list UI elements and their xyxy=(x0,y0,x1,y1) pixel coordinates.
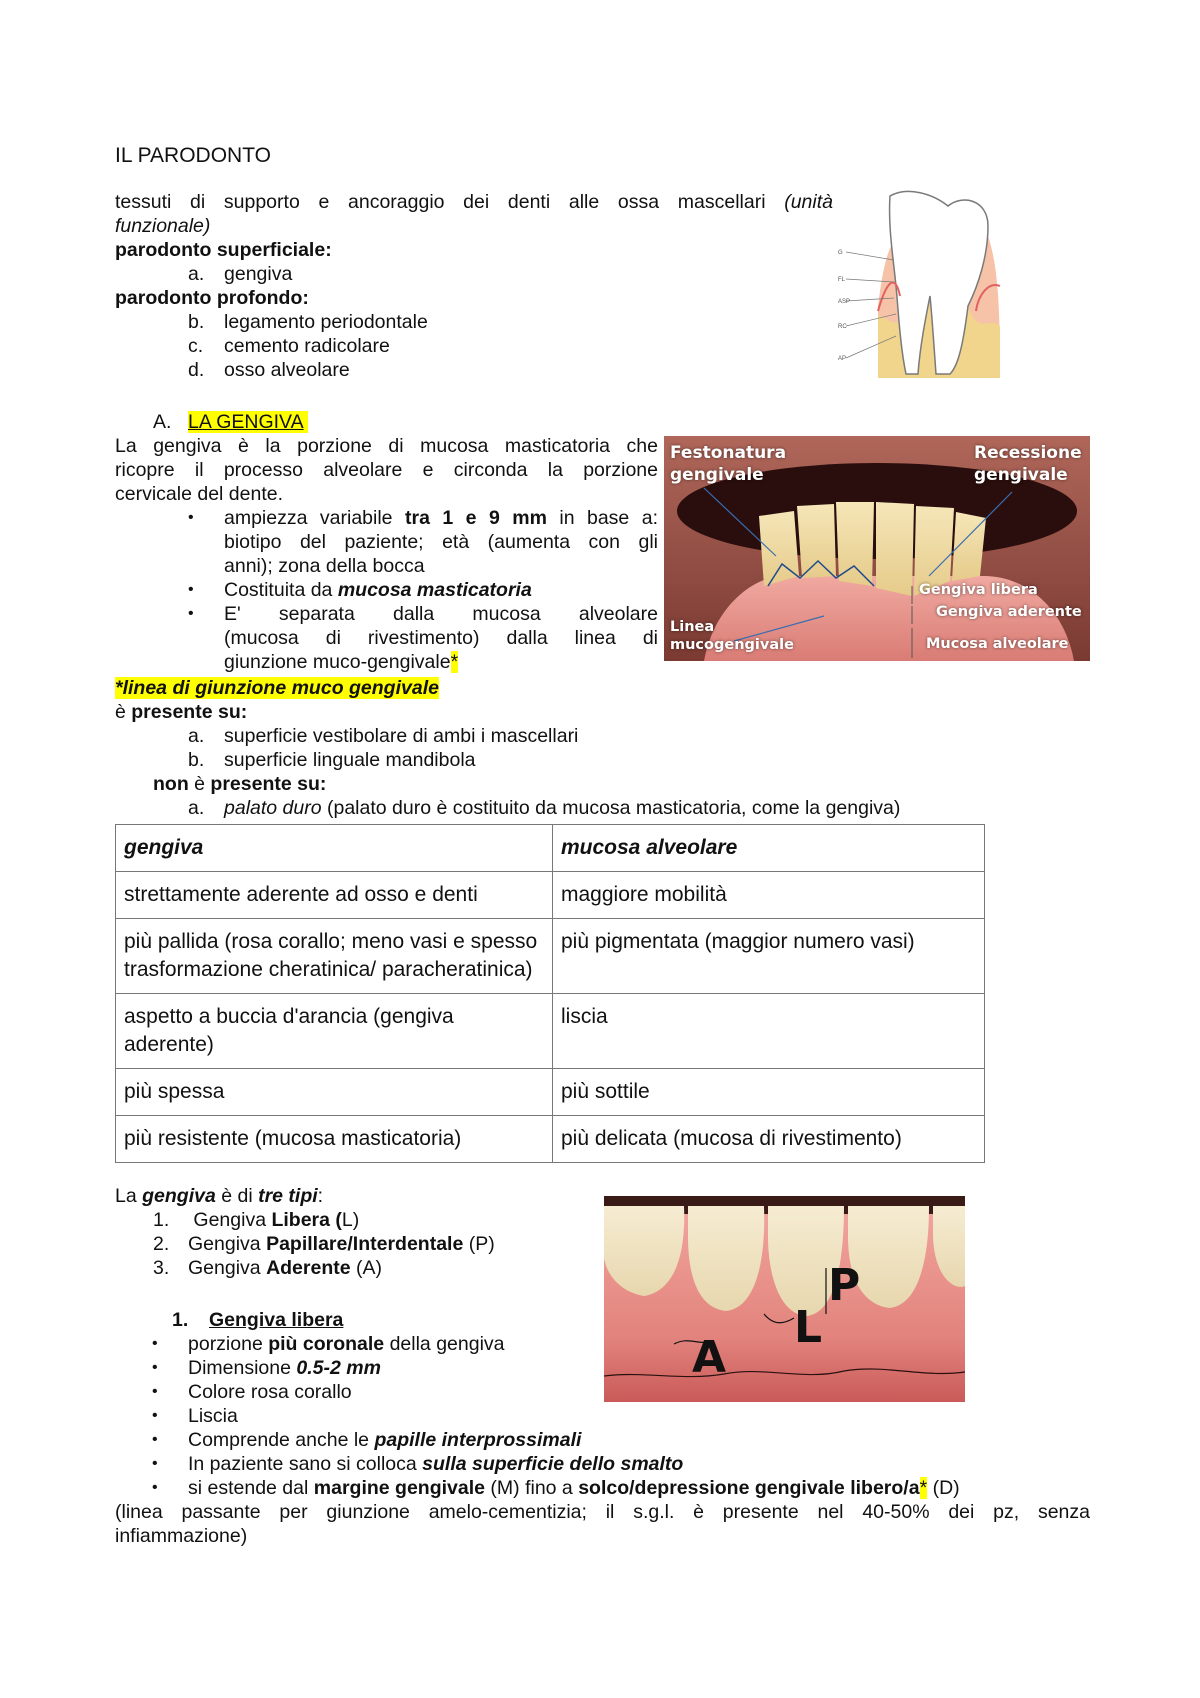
tipi-item-papillare: Gengiva Papillare/Interdentale (P) xyxy=(188,1233,495,1255)
table-header-row xyxy=(116,825,985,872)
tooth-label-asp: ASP xyxy=(838,299,851,305)
label-festonatura: Festonatura gengivale xyxy=(670,443,787,485)
profondo-item-c: cemento radicolare xyxy=(224,335,390,357)
linea-heading: *linea di giunzione muco gengivale xyxy=(115,677,439,699)
libera-title: Gengiva libera xyxy=(209,1309,344,1331)
comparison-table xyxy=(115,824,985,1163)
table-row xyxy=(116,919,985,994)
libera-bullet-dimensione: • Dimensione 0.5-2 mm xyxy=(188,1356,1188,1380)
profondo-item-d: osso alveolare xyxy=(224,359,350,381)
libera-bullet-colore: • Colore rosa corallo xyxy=(188,1380,1188,1404)
page-title: IL PARODONTO xyxy=(115,144,271,167)
tipi-intro: La gengiva è di tre tipi: xyxy=(115,1185,324,1207)
gengiva-def-line-2: ricopre il processo alveolare e circonda la porzione xyxy=(115,459,658,481)
table-header-gengiva: gengiva xyxy=(116,825,553,872)
tipi-marker-3: 3. xyxy=(153,1257,170,1279)
libera-note-line-2: infiammazione) xyxy=(115,1525,248,1547)
table-row xyxy=(116,1116,985,1163)
intro-paragraph xyxy=(115,190,833,238)
linea-presente: è presente su: xyxy=(115,701,248,723)
tipi-item-libera: Gengiva Libera (L) xyxy=(188,1209,360,1231)
non-item-a: palato duro (palato duro è costituito da mucosa masticatoria, come la gengiva) xyxy=(224,797,901,819)
tooth-label-g: G xyxy=(838,250,843,256)
table-cell: liscia xyxy=(553,994,985,1069)
table-cell: più sottile xyxy=(553,1069,985,1116)
superficiale-item-a: a. xyxy=(188,263,205,285)
superficiale-item-a-text: gengiva xyxy=(224,263,293,285)
intro-line-1: tessuti di supporto e ancoraggio dei denti alle ossa mascellari (unità xyxy=(115,191,833,213)
gengiva-bullets xyxy=(224,506,658,674)
table-cell: strettamente aderente ad osso e denti xyxy=(116,872,553,919)
libera-bullet-estende: • si estende dal margine gengivale (M) fino a solco/depressione gengivale libero/a* (D) xyxy=(188,1476,1188,1500)
table-cell: più pigmentata (maggior numero vasi) xyxy=(553,919,985,994)
bullet-ampiezza-l2: biotipo del paziente; età (aumenta con gli xyxy=(224,531,658,553)
libera-note-line-1: (linea passante per giunzione amelo-cementizia; il s.g.l. è presente nel 40-50% dei pz, senza xyxy=(115,1501,1090,1523)
table-cell: più delicata (mucosa di rivestimento) xyxy=(553,1116,985,1163)
libera-bullet-papille: • Comprende anche le papille interprossimali xyxy=(188,1428,1188,1452)
table-cell: aspetto a buccia d'arancia (gengiva aderente) xyxy=(116,994,553,1069)
libera-bullets xyxy=(188,1332,1188,1500)
libera-bullet-coronale: • porzione più coronale della gengiva xyxy=(188,1332,1188,1356)
gum-photo-figure xyxy=(664,436,1090,661)
profondo-marker-d: d. xyxy=(188,359,205,381)
label-linea-mucogengivale: Linea mucogengivale xyxy=(670,619,794,653)
tipi-marker-2: 2. xyxy=(153,1233,170,1255)
label-gengiva-libera: Gengiva libera xyxy=(919,582,1038,598)
label-l: L xyxy=(794,1302,823,1353)
tipi-item-aderente: Gengiva Aderente (A) xyxy=(188,1257,383,1279)
tooth-1 xyxy=(759,511,799,586)
tooth-4 xyxy=(876,502,914,596)
table-cell: maggiore mobilità xyxy=(553,872,985,919)
bullet-separata-l2: (mucosa di rivestimento) dalla linea di xyxy=(224,627,658,649)
tipi-marker-1: 1. xyxy=(153,1209,170,1231)
bullet-ampiezza: • ampiezza variabile tra 1 e 9 mm in base a: xyxy=(224,506,658,530)
presente-marker-a: a. xyxy=(188,725,205,747)
table-header-mucosa: mucosa alveolare xyxy=(553,825,985,872)
table-row xyxy=(116,1069,985,1116)
gengiva-def-line-3: cervicale del dente. xyxy=(115,483,284,505)
superficiale-heading: parodonto superficiale: xyxy=(115,239,332,261)
libera-bullet-liscia: • Liscia xyxy=(188,1404,1188,1428)
label-gengiva-aderente: Gengiva aderente xyxy=(936,604,1082,620)
bullet-separata-l3: giunzione muco-gengivale* xyxy=(224,651,459,673)
tooth-label-rc: RC xyxy=(838,324,847,330)
non-marker-a: a. xyxy=(188,797,205,819)
profondo-heading: parodonto profondo: xyxy=(115,287,309,309)
profondo-marker-c: c. xyxy=(188,335,204,357)
section-a-marker: A. xyxy=(153,411,172,433)
libera-note xyxy=(115,1500,1090,1548)
section-a-title: LA GENGIVA xyxy=(188,410,308,434)
intro-line-2: funzionale) xyxy=(115,215,211,237)
libera-bullet-smalto: • In paziente sano si colloca sulla superficie dello smalto xyxy=(188,1452,1188,1476)
linea-non-presente: non è presente su: xyxy=(153,773,327,795)
profondo-marker-b: b. xyxy=(188,311,205,333)
table-cell: più pallida (rosa corallo; meno vasi e spesso trasformazione cheratinica/ paracheratinica) xyxy=(116,919,553,994)
tooth-anatomy-svg xyxy=(838,186,1004,378)
label-p: P xyxy=(828,1260,861,1311)
presente-item-b: superficie linguale mandibola xyxy=(224,749,476,771)
label-mucosa-alveolare: Mucosa alveolare xyxy=(926,636,1069,652)
table-row xyxy=(116,872,985,919)
gengiva-def-line-1: La gengiva è la porzione di mucosa masticatoria che xyxy=(115,435,658,457)
profondo-item-b: legamento periodontale xyxy=(224,311,428,333)
bullet-ampiezza-l3: anni); zona della bocca xyxy=(224,555,425,577)
leader-g xyxy=(846,252,894,260)
bullet-costituita: • Costituita da mucosa masticatoria xyxy=(224,578,658,602)
table-row xyxy=(116,994,985,1069)
label-recessione: Recessione gengivale xyxy=(974,443,1082,485)
label-a: A xyxy=(692,1332,727,1383)
tooth-anatomy-figure xyxy=(838,186,1004,378)
table-cell: più spessa xyxy=(116,1069,553,1116)
presente-marker-b: b. xyxy=(188,749,205,771)
tooth-label-fl: FL xyxy=(838,277,846,283)
gengiva-definition xyxy=(115,434,658,506)
tooth-2 xyxy=(797,504,836,578)
bullet-separata: • E' separata dalla mucosa alveolare xyxy=(224,602,658,626)
presente-item-a: superficie vestibolare di ambi i mascellari xyxy=(224,725,579,747)
table-cell: più resistente (mucosa masticatoria) xyxy=(116,1116,553,1163)
tooth-label-ap: AP xyxy=(838,356,847,362)
libera-marker: 1. xyxy=(172,1309,189,1331)
